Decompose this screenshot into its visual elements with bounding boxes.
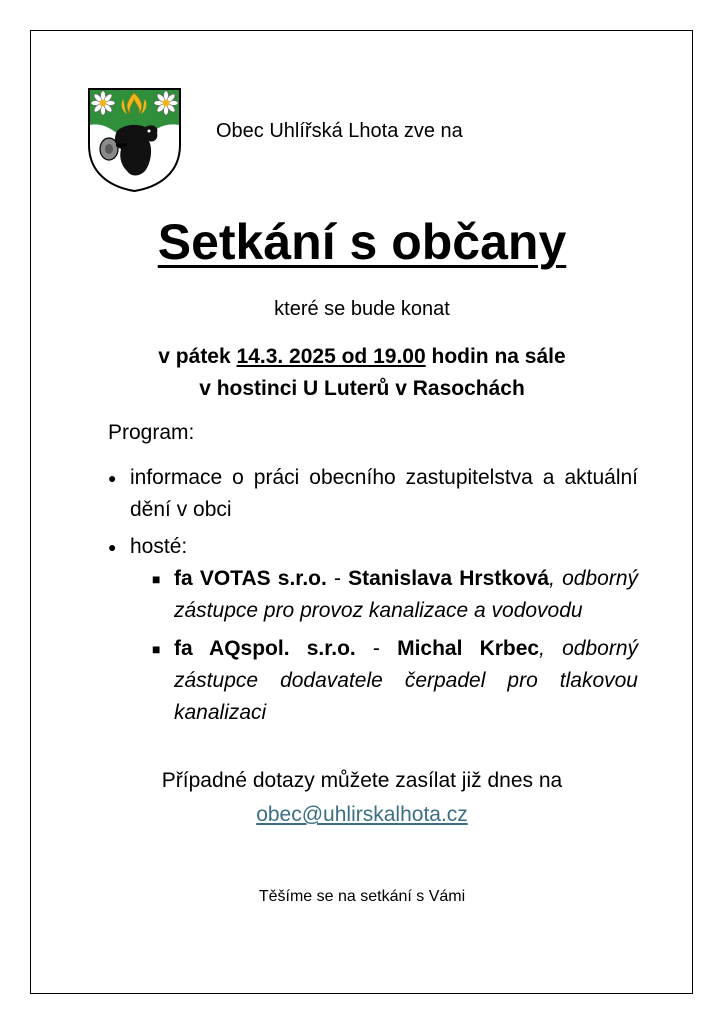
event-date-line: v pátek 14.3. 2025 od 19.00 hodin na sále [158, 345, 566, 368]
contact-text: Případné dotazy můžete zasílat již dnes na [161, 769, 563, 792]
bullet-icon: ● [108, 539, 117, 555]
guest-item: ■ fa AQspol. s.r.o. - Michal Krbec, odborný zástupce dodavatele čerpadel pro tlakovou kanalizaci [152, 633, 638, 729]
intro-text: Obec Uhlířská Lhota zve na [216, 120, 463, 142]
daisy-left [91, 91, 115, 115]
event-date-time: 14.3. 2025 od 19.00 [236, 345, 426, 368]
list-item: ● informace o práci obecního zastupitelstva a aktuální dění v obci [108, 462, 638, 526]
program-list [108, 462, 638, 735]
page-title: Setkání s občany [157, 214, 567, 270]
square-bullet-icon: ■ [152, 571, 161, 587]
closing-text: Těšíme se na setkání s Vámi [258, 888, 466, 905]
event-details [0, 341, 724, 405]
guest-list [108, 563, 638, 729]
subtitle: které se bude konat [274, 298, 450, 320]
email-link[interactable]: obec@uhlirskalhota.cz [256, 803, 468, 826]
event-place: v hostinci U Luterů v Rasochách [199, 377, 525, 400]
daisy-right [154, 91, 178, 115]
list-item: ● hosté: [108, 531, 638, 563]
program-label: Program: [108, 421, 195, 444]
bullet-icon: ● [108, 470, 117, 486]
square-bullet-icon: ■ [152, 641, 161, 657]
municipal-crest-icon [87, 87, 182, 193]
contact-block [0, 764, 724, 832]
guest-item: ■ fa VOTAS s.r.o. - Stanislava Hrstková, odborný zástupce pro provoz kanalizace a vodovodu [152, 563, 638, 627]
